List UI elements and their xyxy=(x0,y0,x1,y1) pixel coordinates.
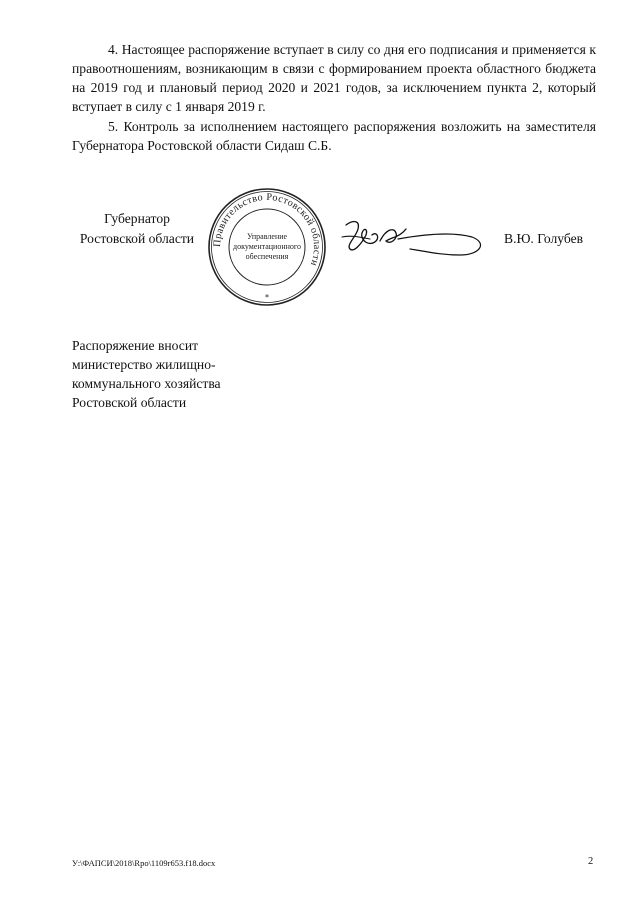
seal-inner-line3: обеспечения xyxy=(245,252,289,261)
seal-outer-text: Правительство Ростовской области xyxy=(211,191,323,268)
seal-inner-line2: документационного xyxy=(233,242,301,251)
seal-star: * xyxy=(265,293,269,302)
paragraph-5 xyxy=(72,117,596,155)
page-number: 2 xyxy=(588,856,594,867)
paragraph-5-text: Контроль за исполнением настоящего распоряжения возложить на заместителя Губернатора Ростовской области Сидаш С.Б. xyxy=(72,119,596,153)
paragraph-4 xyxy=(72,40,596,116)
introducer-block xyxy=(72,336,312,412)
introducer-line3: коммунального хозяйства xyxy=(72,376,221,391)
signer-name: В.Ю. Голубев xyxy=(504,231,584,246)
paragraph-4-number: 4. xyxy=(108,42,119,57)
handwritten-signature xyxy=(340,215,490,261)
introducer-line1: Распоряжение вносит xyxy=(72,338,199,353)
paragraph-5-number: 5. xyxy=(108,119,119,134)
footer-file-path: У:\ФАПСИ\2018\Rpo\1109r653.f18.docx xyxy=(72,858,216,868)
signatory-position-line1: Губернатор xyxy=(104,211,170,226)
signatory-position-line2: Ростовской области xyxy=(79,231,195,246)
introducer-line4: Ростовской области xyxy=(72,395,187,410)
introducer-line2: министерство жилищно- xyxy=(72,357,216,372)
official-seal xyxy=(206,186,328,308)
seal-inner-line1: Управление xyxy=(246,232,288,241)
signatory-position xyxy=(72,209,202,249)
paragraph-4-text: Настоящее распоряжение вступает в силу со дня его подписания и применяется к правоотношениям, возникающим в связи с формированием проекта областного бюджета на 2019 год и плановый период 2020 и 2021 годов, за исключением пункта 2, который вступает в силу с 1 января 2019 г. xyxy=(72,42,596,114)
